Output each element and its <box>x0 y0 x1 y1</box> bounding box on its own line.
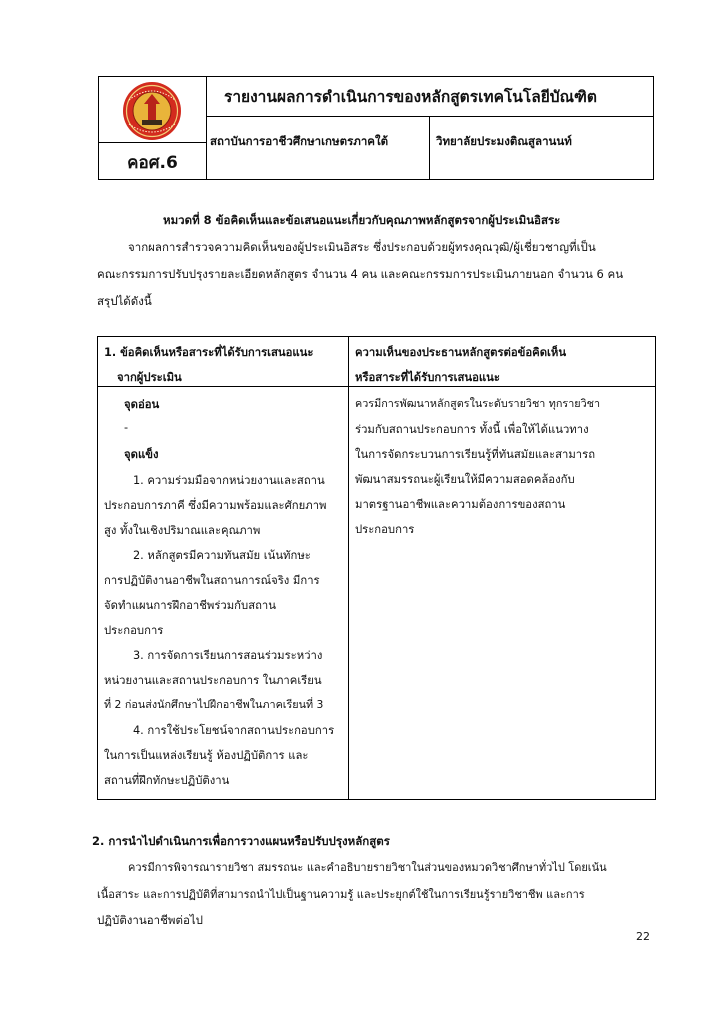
chair-response-line: พัฒนาสมรรถนะผู้เรียนให้มีความสอดคล้องกับ <box>355 473 575 486</box>
col2-header: หรือสาระที่ได้รับการเสนอแนะ <box>355 371 500 384</box>
col1-header: จากผู้ประเมิน <box>117 371 182 384</box>
chair-response-line: ประกอบการ <box>355 523 415 536</box>
strong-point-line: ประกอบการ <box>104 624 164 637</box>
divider <box>98 386 655 387</box>
section2-line: ปฏิบัติงานอาชีพต่อไป <box>97 913 203 927</box>
strong-point-line: จัดทำแผนการฝึกอาชีพร่วมกับสถาน <box>104 599 276 612</box>
institute-name: สถาบันการอาชีวศึกษาเกษตรภาคใต้ <box>210 134 389 148</box>
logo-cell <box>99 77 207 180</box>
chair-response-line: ควรมีการพัฒนาหลักสูตรในระดับรายวิชา ทุกรายวิชา <box>355 397 601 410</box>
vocational-emblem-icon <box>115 80 189 142</box>
section2-heading: 2. การนำไปดำเนินการเพื่อการวางแผนหรือปรับปรุงหลักสูตร <box>92 834 390 848</box>
college-name: วิทยาลัยประมงติณสูลานนท์ <box>436 134 572 148</box>
intro-line: สรุปได้ดังนี้ <box>97 294 152 308</box>
strong-points-label: จุดแข็ง <box>124 448 159 461</box>
form-code: คอศ.6 <box>127 153 178 173</box>
col2-header: ความเห็นของประธานหลักสูตรต่อข้อคิดเห็น <box>355 346 567 359</box>
strong-point-line: สูง ทั้งในเชิงปริมาณและคุณภาพ <box>104 524 261 537</box>
strong-point-line: ในการเป็นแหล่งเรียนรู้ ห้องปฏิบัติการ และ <box>104 749 309 762</box>
section2-line: เนื้อสาระ และการปฏิบัติที่สามารถนำไปเป็นฐานความรู้ และประยุกต์ใช้ในการเรียนรู้รายวิชาชีพ และการ <box>97 888 585 901</box>
strong-point-line: สถานที่ฝึกทักษะปฏิบัติงาน <box>104 774 230 787</box>
strong-point-line: 2. หลักสูตรมีความทันสมัย เน้นทักษะ <box>133 549 311 562</box>
page-number: 22 <box>636 930 650 943</box>
strong-point-line: 4. การใช้ประโยชน์จากสถานประกอบการ <box>133 724 335 737</box>
chair-response-line: ในการจัดกระบวนการเรียนรู้ที่ทันสมัยและสามารถ <box>355 448 596 461</box>
chair-response-line: มาตรฐานอาชีพและความต้องการของสถาน <box>355 498 566 511</box>
section2-line: ควรมีการพิจารณารายวิชา สมรรถนะ และคำอธิบายรายวิชาในส่วนของหมวดวิชาศึกษาทั่วไป โดยเน้น <box>128 861 607 874</box>
divider <box>429 116 430 180</box>
divider <box>348 337 349 800</box>
strong-point-line: 1. ความร่วมมือจากหน่วยงานและสถาน <box>133 474 325 487</box>
strong-point-line: การปฏิบัติงานอาชีพในสถานการณ์จริง มีการ <box>104 574 320 587</box>
divider <box>99 142 206 143</box>
divider <box>206 116 654 117</box>
intro-line: จากผลการสำรวจความคิดเห็นของผู้ประเมินอิสระ ซึ่งประกอบด้วยผู้ทรงคุณวุฒิ/ผู้เชี่ยวชาญที่เป็น <box>128 240 596 254</box>
weak-points-value: - <box>124 421 129 434</box>
strong-point-line: หน่วยงานและสถานประกอบการ ในภาคเรียน <box>104 674 322 687</box>
section8-heading: หมวดที่ 8 ข้อคิดเห็นและข้อเสนอแนะเกี่ยวกับคุณภาพหลักสูตรจากผู้ประเมินอิสระ <box>163 213 561 227</box>
intro-line: คณะกรรมการปรับปรุงรายละเอียดหลักสูตร จำนวน 4 คน และคณะกรรมการประเมินภายนอก จำนวน 6 คน <box>97 267 624 281</box>
chair-response-line: ร่วมกับสถานประกอบการ ทั้งนี้ เพื่อให้ได้แนวทาง <box>355 423 589 436</box>
weak-points-label: จุดอ่อน <box>124 398 160 411</box>
strong-point-line: 3. การจัดการเรียนการสอนร่วมระหว่าง <box>133 649 323 662</box>
col1-header: 1. ข้อคิดเห็นหรือสาระที่ได้รับการเสนอแนะ <box>104 346 314 359</box>
strong-point-line: ที่ 2 ก่อนส่งนักศึกษาไปฝึกอาชีพในภาคเรียนที่ 3 <box>104 698 324 711</box>
report-header <box>98 76 654 180</box>
strong-point-line: ประกอบการภาคี ซึ่งมีความพร้อมและศักยภาพ <box>104 499 327 512</box>
report-title: รายงานผลการดำเนินการของหลักสูตรเทคโนโลยีบัณฑิต <box>224 88 597 106</box>
feedback-table <box>97 336 656 800</box>
